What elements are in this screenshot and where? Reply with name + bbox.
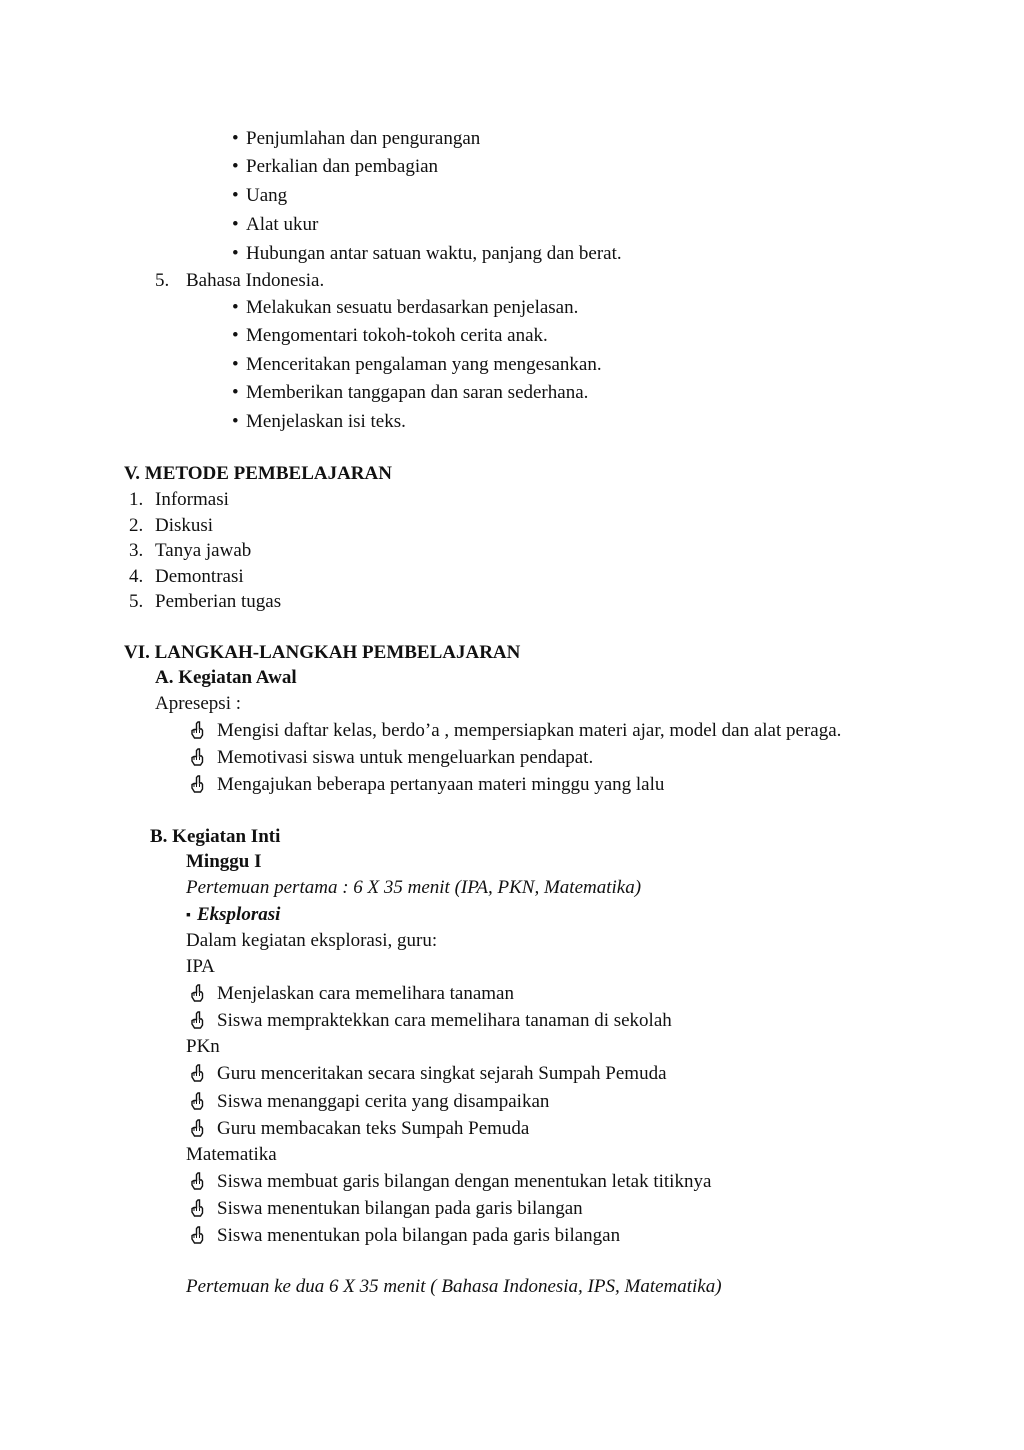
eksplorasi-heading: ▪ Eksplorasi bbox=[186, 904, 281, 925]
pointing-hand-icon bbox=[189, 1226, 205, 1244]
list-item: • Melakukan sesuatu berdasarkan penjelasan. bbox=[232, 297, 579, 318]
list-item: Siswa menentukan bilangan pada garis bilangan bbox=[189, 1198, 583, 1220]
list-item: Mengisi daftar kelas, berdo’a , mempersiapkan materi ajar, model dan alat peraga. bbox=[189, 720, 841, 742]
list-item: Siswa menentukan pola bilangan pada garis bilangan bbox=[189, 1225, 620, 1247]
list-item: Guru membacakan teks Sumpah Pemuda bbox=[189, 1118, 529, 1140]
eksplorasi-intro: Dalam kegiatan eksplorasi, guru: bbox=[186, 930, 438, 951]
bullet-icon: • bbox=[232, 156, 239, 177]
subject-heading-bahasa: 5. Bahasa Indonesia. bbox=[155, 270, 325, 291]
list-item: Siswa membuat garis bilangan dengan menentukan letak titiknya bbox=[189, 1171, 711, 1193]
pointing-hand-icon bbox=[189, 984, 205, 1002]
subsection-heading-inti: B. Kegiatan Inti bbox=[150, 826, 281, 847]
bullet-icon: • bbox=[232, 411, 239, 432]
bullet-icon: • bbox=[232, 297, 239, 318]
bullet-icon: • bbox=[232, 185, 239, 206]
list-item: • Perkalian dan pembagian bbox=[232, 156, 439, 177]
apresepsi-label: Apresepsi : bbox=[155, 693, 242, 714]
section-heading-langkah: VI. LANGKAH-LANGKAH PEMBELAJARAN bbox=[124, 642, 521, 663]
section-heading-metode: V. METODE PEMBELAJARAN bbox=[124, 463, 392, 484]
pointing-hand-icon bbox=[189, 1092, 205, 1110]
list-item: • Penjumlahan dan pengurangan bbox=[232, 128, 481, 149]
list-item: • Uang bbox=[232, 185, 288, 206]
list-item: • Mengomentari tokoh-tokoh cerita anak. bbox=[232, 325, 548, 346]
subject-label-pkn: PKn bbox=[186, 1036, 220, 1057]
bullet-icon: • bbox=[232, 354, 239, 375]
list-item: 3. Tanya jawab bbox=[129, 540, 252, 561]
list-item: Mengajukan beberapa pertanyaan materi minggu yang lalu bbox=[189, 774, 664, 796]
pointing-hand-icon bbox=[189, 1172, 205, 1190]
bullet-icon: • bbox=[232, 214, 239, 235]
meeting-one-label: Pertemuan pertama : 6 X 35 menit (IPA, PKN, Matematika) bbox=[186, 877, 642, 898]
meeting-two-label: Pertemuan ke dua 6 X 35 menit ( Bahasa Indonesia, IPS, Matematika) bbox=[186, 1276, 722, 1297]
list-item: 5. Pemberian tugas bbox=[129, 591, 282, 612]
pointing-hand-icon bbox=[189, 1119, 205, 1137]
list-item: 2. Diskusi bbox=[129, 515, 214, 536]
list-item: • Menceritakan pengalaman yang mengesankan. bbox=[232, 354, 602, 375]
subsection-heading-awal: A. Kegiatan Awal bbox=[155, 667, 297, 688]
pointing-hand-icon bbox=[189, 721, 205, 739]
list-item: Memotivasi siswa untuk mengeluarkan pendapat. bbox=[189, 747, 593, 769]
week-label: Minggu I bbox=[186, 851, 262, 872]
list-item: Guru menceritakan secara singkat sejarah Sumpah Pemuda bbox=[189, 1063, 667, 1085]
pointing-hand-icon bbox=[189, 1199, 205, 1217]
pointing-hand-icon bbox=[189, 1064, 205, 1082]
bullet-icon: • bbox=[232, 243, 239, 264]
bullet-icon: • bbox=[232, 325, 239, 346]
list-item: • Menjelaskan isi teks. bbox=[232, 411, 406, 432]
pointing-hand-icon bbox=[189, 1011, 205, 1029]
subject-label-matematika: Matematika bbox=[186, 1144, 277, 1165]
list-item: • Alat ukur bbox=[232, 214, 319, 235]
list-item: • Hubungan antar satuan waktu, panjang dan berat. bbox=[232, 243, 622, 264]
list-item: 1. Informasi bbox=[129, 489, 229, 510]
bullet-icon: • bbox=[232, 382, 239, 403]
subject-label-ipa: IPA bbox=[186, 956, 215, 977]
pointing-hand-icon bbox=[189, 775, 205, 793]
list-item: • Memberikan tanggapan dan saran sederhana. bbox=[232, 382, 589, 403]
list-item: 4. Demontrasi bbox=[129, 566, 244, 587]
list-item: Menjelaskan cara memelihara tanaman bbox=[189, 983, 514, 1005]
pointing-hand-icon bbox=[189, 748, 205, 766]
square-bullet-icon: ▪ bbox=[186, 908, 191, 923]
list-item: Siswa mempraktekkan cara memelihara tanaman di sekolah bbox=[189, 1010, 672, 1032]
bullet-icon: • bbox=[232, 128, 239, 149]
list-item: Siswa menanggapi cerita yang disampaikan bbox=[189, 1091, 549, 1113]
